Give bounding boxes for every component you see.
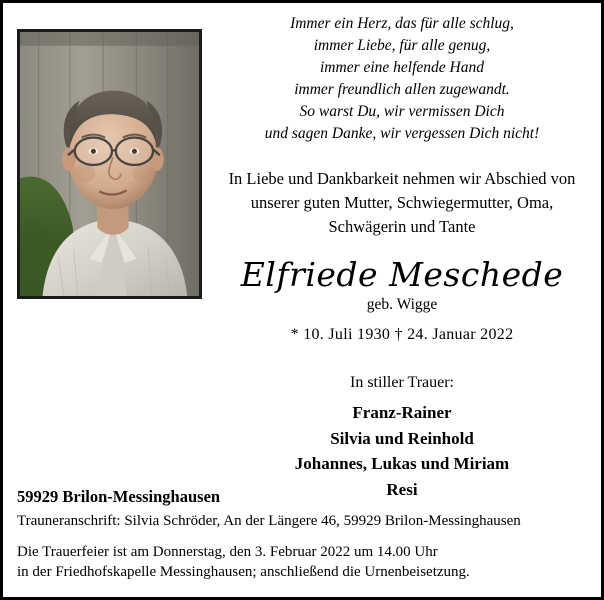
footer-block — [17, 487, 587, 583]
poem-line: und sagen Danke, wir vergessen Dich nicht! — [264, 125, 540, 142]
portrait-photo — [20, 32, 199, 296]
place-line: 59929 Brilon-Messinghausen — [17, 486, 221, 506]
portrait-frame — [17, 29, 202, 299]
intro-line: unserer guten Mutter, Schwiegermutter, Oma, — [250, 192, 554, 212]
ceremony-line: in der Friedhofskapelle Messinghausen; anschließend die Urnenbeisetzung. — [17, 564, 470, 581]
intro-line: In Liebe und Dankbarkeit nehmen wir Abschied von — [228, 169, 576, 188]
poem-line: So warst Du, wir vermissen Dich — [299, 103, 505, 120]
intro-line: Schwägerin und Tante — [328, 216, 476, 236]
poem-line: immer freundlich allen zugewandt. — [294, 81, 510, 98]
poem-line: immer eine helfende Hand — [320, 59, 484, 76]
portrait-image — [20, 32, 199, 296]
ceremony-details — [17, 542, 587, 583]
mourner-name: Resi — [386, 480, 418, 500]
mourning-label: In stiller Trauer: — [350, 373, 454, 391]
maiden-name: geb. Wigge — [366, 295, 438, 313]
mourner-name: Silvia und Reinhold — [330, 428, 474, 448]
deceased-name: Elfriede Meschede — [240, 254, 564, 294]
text-column — [208, 13, 596, 503]
mourning-address: Trauneranschrift: Silvia Schröder, An der Längere 46, 59929 Brilon-Messinghausen — [17, 512, 521, 529]
birth-death-dates: * 10. Juli 1930 † 24. Januar 2022 — [290, 325, 514, 343]
ceremony-line: Die Trauerfeier ist am Donnerstag, den 3. Februar 2022 um 14.00 Uhr — [17, 543, 438, 560]
poem-line: immer Liebe, für alle genug, — [313, 37, 491, 54]
mourner-name: Franz-Rainer — [352, 402, 452, 422]
intro-text — [208, 167, 596, 239]
mourner-name: Johannes, Lukas und Miriam — [294, 454, 510, 474]
poem-line: Immer ein Herz, das für alle schlug, — [290, 15, 514, 32]
poem — [208, 13, 596, 145]
